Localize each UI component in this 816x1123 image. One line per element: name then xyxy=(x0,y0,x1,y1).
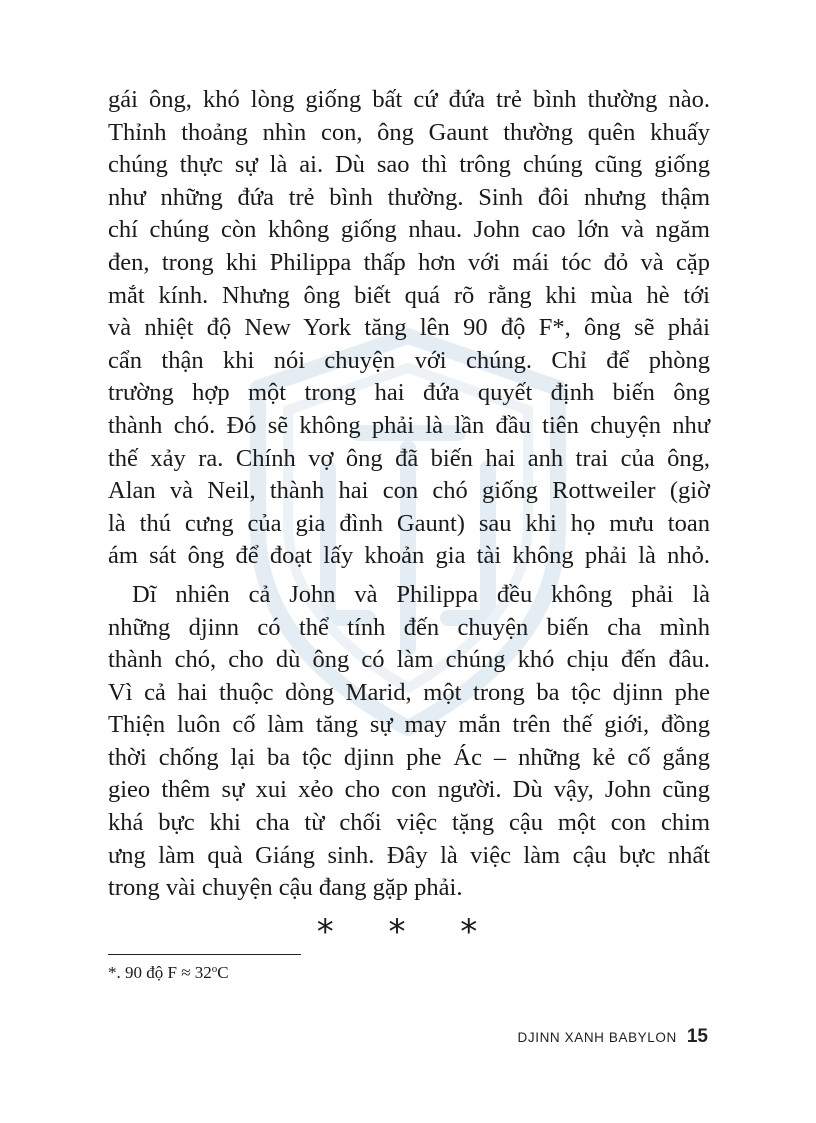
page-number: 15 xyxy=(686,1026,708,1047)
text-line: ám sát ông để đoạt lấy khoản gia tài không phải là nhỏ. xyxy=(108,542,710,570)
body-text xyxy=(108,84,710,905)
text-line: Alan và Neil, thành hai con chó giống Rottweiler (giờ xyxy=(108,477,710,505)
text-line: Thỉnh thoảng nhìn con, ông Gaunt thường quên khuấy xyxy=(108,118,710,146)
text-line: mắt kính. Nhưng ông biết quá rõ rằng khi mùa hè tới xyxy=(108,281,710,309)
text-line: thành chó. Đó sẽ không phải là lần đầu tiên chuyện như xyxy=(108,411,710,439)
text-line: ưng làm quà Giáng sinh. Đây là việc làm cậu bực nhất xyxy=(108,841,710,869)
footnote xyxy=(108,958,229,984)
text-line: như những đứa trẻ bình thường. Sinh đôi nhưng thậm xyxy=(108,183,710,211)
text-line: Dĩ nhiên cả John và Philippa đều không phải là xyxy=(132,580,710,608)
text-line: trường hợp một trong hai đứa quyết định biến ông xyxy=(108,379,710,407)
text-line: đen, trong khi Philippa thấp hơn với mái tóc đỏ và cặp xyxy=(108,248,710,276)
text-line: những djinn có thể tính đến chuyện biến cha mình xyxy=(108,613,710,641)
paragraph xyxy=(108,579,710,905)
section-break: * * * xyxy=(316,912,500,952)
text-line: thế xảy ra. Chính vợ ông đã biến hai anh trai của ông, xyxy=(108,444,710,472)
text-line: cẩn thận khi nói chuyện với chúng. Chỉ để phòng xyxy=(108,346,710,374)
text-line: Vì cả hai thuộc dòng Marid, một trong ba tộc djinn phe xyxy=(108,678,710,706)
text-line: khá bực khi cha từ chối việc tặng cậu một con chim xyxy=(108,809,710,837)
text-line: thành chó, cho dù ông có làm chúng khó chịu đến đâu. xyxy=(108,646,710,674)
text-line: trong vài chuyện cậu đang gặp phải. xyxy=(108,874,463,902)
text-line: chúng thực sự là ai. Dù sao thì trông chúng cũng giống xyxy=(108,151,710,179)
text-line: gái ông, khó lòng giống bất cứ đứa trẻ bình thường nào. xyxy=(108,86,710,113)
text-line: Thiện luôn cố làm tăng sự may mắn trên thế giới, đồng xyxy=(108,711,710,739)
text-line: chí chúng còn không giống nhau. John cao lớn và ngăm xyxy=(108,216,710,244)
footnote-text: *. 90 độ F ≈ 32 xyxy=(108,963,212,982)
text-line: và nhiệt độ New York tăng lên 90 độ F*, ông sẽ phải xyxy=(108,314,710,342)
footnote-divider xyxy=(108,954,301,955)
book-title: DJINN XANH BABYLON xyxy=(517,1030,677,1045)
running-footer xyxy=(518,1026,708,1048)
text-line: là thú cưng của gia đình Gaunt) sau khi họ mưu toan xyxy=(108,509,710,537)
paragraph xyxy=(108,84,710,573)
footnote-unit: C xyxy=(217,963,229,982)
text-line: gieo thêm sự xui xẻo cho con người. Dù vậy, John cũng xyxy=(108,776,710,804)
text-line: thời chống lại ba tộc djinn phe Ác – những kẻ cố gắng xyxy=(108,743,710,771)
footnote-degree-mark: o xyxy=(211,963,218,975)
